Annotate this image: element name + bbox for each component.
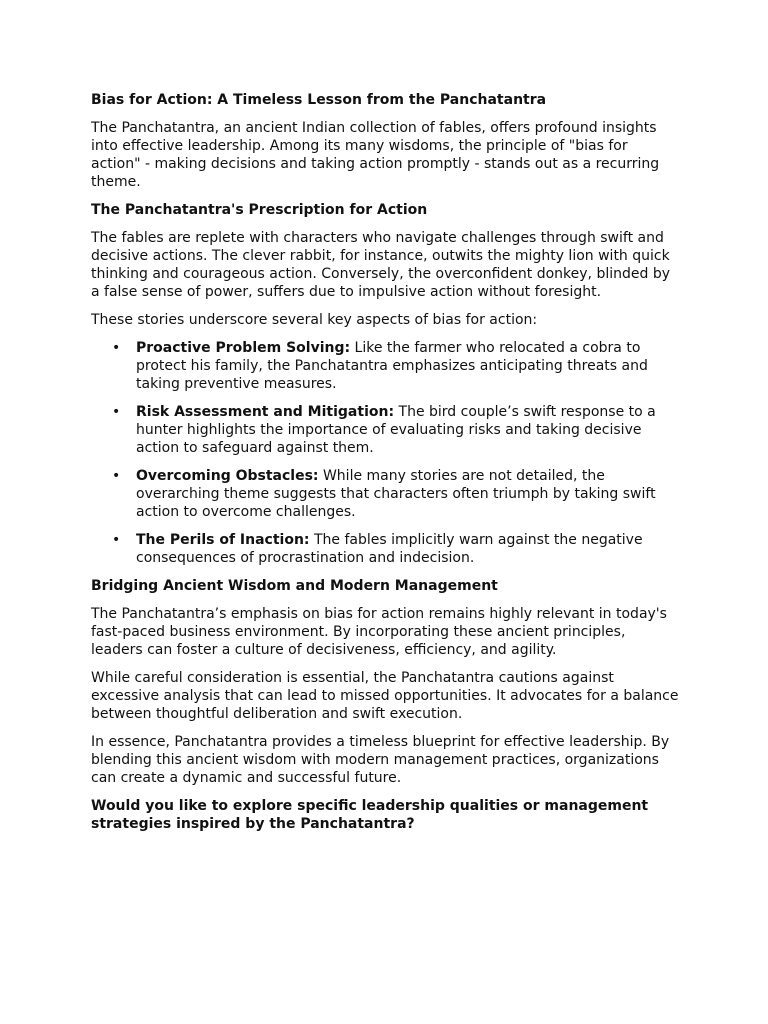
list-item-term: Proactive Problem Solving:: [136, 340, 351, 356]
bullet-icon: •: [112, 468, 121, 484]
list-item-term: Risk Assessment and Mitigation:: [136, 404, 395, 420]
list-item-text: While many stories are not detailed, the overarching theme suggests that characters often triumph by taking swift action to overcome challenges.: [136, 468, 656, 520]
list-item-term: Overcoming Obstacles:: [136, 468, 319, 484]
bridging-paragraph-2: While careful consideration is essential, the Panchatantra cautions against excessive analysis that can lead to missed opportunities. It advocates for a balance between thoughtful deliberation and swift execution.: [91, 670, 679, 722]
document-page: [91, 91, 681, 833]
list-item-term: The Perils of Inaction:: [136, 532, 310, 548]
list-item: [91, 531, 681, 567]
list-item-text: The bird couple’s swift response to a hunter highlights the importance of evaluating risks and taking decisive action to safeguard against them.: [136, 404, 656, 456]
list-item-text: Like the farmer who relocated a cobra to protect his family, the Panchatantra emphasizes anticipating threats and taking preventive measures.: [136, 340, 648, 392]
prescription-paragraph-2: These stories underscore several key aspects of bias for action:: [91, 312, 538, 328]
section-heading-bridging: Bridging Ancient Wisdom and Modern Management: [91, 578, 498, 594]
list-item: [91, 339, 681, 393]
list-item-text: The fables implicitly warn against the negative consequences of procrastination and indecision.: [136, 532, 643, 566]
list-item: [91, 467, 681, 521]
bridging-paragraph-3: In essence, Panchatantra provides a timeless blueprint for effective leadership. By blending this ancient wisdom with modern management practices, organizations can create a dynamic and successful future.: [91, 734, 670, 786]
bullet-icon: •: [112, 532, 121, 548]
key-aspects-list: [91, 339, 681, 567]
closing-question: Would you like to explore specific leadership qualities or management strategies inspired by the Panchatantra?: [91, 798, 649, 832]
list-item: [91, 403, 681, 457]
prescription-paragraph-1: The fables are replete with characters who navigate challenges through swift and decisive actions. The clever rabbit, for instance, outwits the mighty lion with quick thinking and courageous action. Conversely, the overconfident donkey, blinded by a false sense of power, suffers due to impulsive action without foresight.: [91, 230, 671, 300]
bullet-icon: •: [112, 340, 121, 356]
bridging-paragraph-1: The Panchatantra’s emphasis on bias for action remains highly relevant in today's fast-paced business environment. By incorporating these ancient principles, leaders can foster a culture of decisiveness, efficiency, and agility.: [91, 606, 667, 658]
intro-paragraph: The Panchatantra, an ancient Indian collection of fables, offers profound insights into effective leadership. Among its many wisdoms, the principle of "bias for action" - making decisions and taking action promptly - stands out as a recurring theme.: [91, 120, 660, 190]
bullet-icon: •: [112, 404, 121, 420]
section-heading-prescription: The Panchatantra's Prescription for Action: [91, 202, 428, 218]
document-title: Bias for Action: A Timeless Lesson from the Panchatantra: [91, 92, 547, 108]
